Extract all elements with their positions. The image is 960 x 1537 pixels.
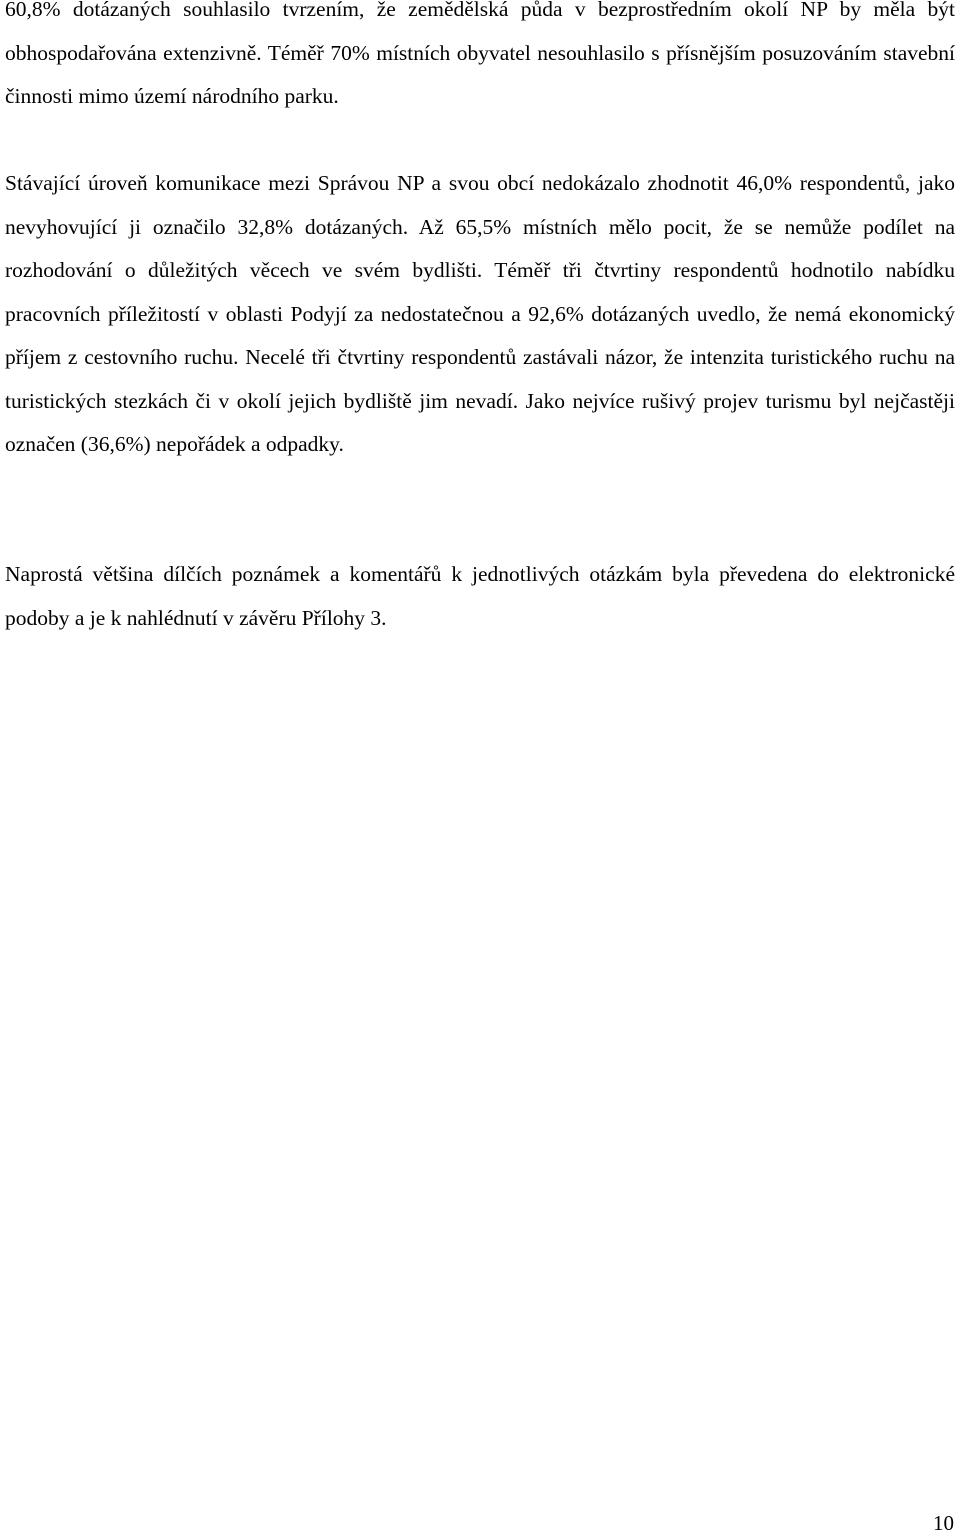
paragraph-survey-agriculture: 60,8% dotázaných souhlasilo tvrzením, že zemědělská půda v bezprostředním okolí NP by měla být obhospodařována extenzivně. Téměř 70% místních obyvatel nesouhlasilo s přísnějším posuzováním stavební činnosti mimo území národního parku. bbox=[5, 0, 955, 108]
paragraph-communication-results: Stávající úroveň komunikace mezi Správou NP a svou obcí nedokázalo zhodnotit 46,0% respondentů, jako nevyhovující ji označilo 32,8% dotázaných. Až 65,5% místních mělo pocit, že se nemůže podílet na rozhodování o důležitých věcech ve svém bydlišti. Téměř tři čtvrtiny respondentů hodnotilo nabídku pracovních příležitostí v oblasti Podyjí za nedostatečnou a 92,6% dotázaných uvedlo, že nemá ekonomický příjem z cestovního ruchu. Necelé tři čtvrtiny respondentů zastávali názor, že intenzita turistického ruchu na turistických stezkách či v okolí jejich bydliště jim nevadí. Jako nejvíce rušivý projev turismu byl nejčastěji označen (36,6%) nepořádek a odpadky. bbox=[5, 171, 955, 456]
paragraph-comments-note: Naprostá většina dílčích poznámek a komentářů k jednotlivých otázkám byla převedena do elektronické podoby a je k nahlédnutí v závěru Přílohy 3. bbox=[5, 562, 955, 630]
page-number: 10 bbox=[933, 1511, 954, 1535]
